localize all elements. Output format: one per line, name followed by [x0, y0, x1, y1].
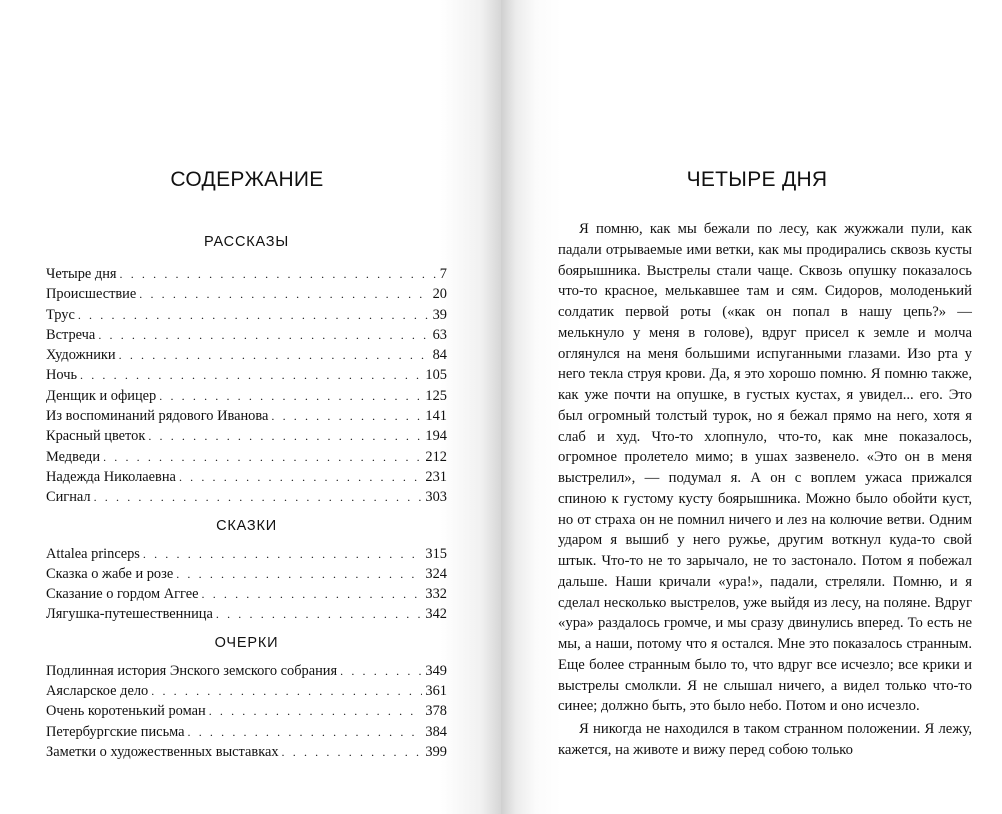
- toc-entry[interactable]: [46, 365, 447, 385]
- toc-leader-dots: [148, 426, 422, 446]
- toc-entry-title: Встреча: [46, 326, 96, 343]
- toc-entry-page: 231: [425, 468, 447, 485]
- toc-entry-page: 194: [425, 428, 447, 445]
- toc-leader-dots: [271, 406, 422, 426]
- toc-entry[interactable]: [46, 305, 447, 325]
- toc-entry-page: 378: [425, 703, 447, 720]
- toc-entry-page: 361: [425, 683, 447, 700]
- toc-leader-dots: [159, 386, 422, 406]
- toc-entry[interactable]: [46, 467, 447, 487]
- toc-leader-dots: [151, 681, 422, 701]
- toc-entry[interactable]: [46, 345, 447, 365]
- toc-entry-title: Художники: [46, 347, 116, 364]
- toc-entry[interactable]: [46, 681, 447, 701]
- toc-leader-dots: [103, 447, 422, 467]
- toc-section-heading: РАССКАЗЫ: [204, 234, 289, 250]
- toc-leader-dots: [179, 467, 422, 487]
- toc-entry[interactable]: [46, 426, 447, 446]
- toc-entry[interactable]: [46, 661, 447, 681]
- toc-entry-page: 212: [425, 448, 447, 465]
- toc-leader-dots: [340, 661, 422, 681]
- toc-leader-dots: [202, 584, 423, 604]
- toc-entry[interactable]: [46, 722, 447, 742]
- toc-leader-dots: [282, 742, 423, 762]
- toc-entry-page: 342: [425, 606, 447, 623]
- table-of-contents: [46, 230, 447, 762]
- toc-entry-title: Сказание о гордом Аггее: [46, 586, 199, 603]
- toc-entry-title: Attalea princeps: [46, 545, 140, 562]
- toc-entry-title: Надежда Николаевна: [46, 468, 176, 485]
- toc-entry-page: 303: [425, 489, 447, 506]
- toc-entry-title: Заметки о художественных выставках: [46, 743, 279, 760]
- chapter-body: [558, 219, 972, 761]
- toc-entry-page: 324: [425, 565, 447, 582]
- toc-entry-page: 125: [425, 387, 447, 404]
- toc-leader-dots: [78, 305, 430, 325]
- toc-entry-page: 63: [432, 326, 447, 343]
- toc-entry-page: 20: [432, 286, 447, 303]
- toc-entry[interactable]: [46, 284, 447, 304]
- toc-entry-title: Происшествие: [46, 286, 137, 303]
- toc-entry-title: Красный цветок: [46, 428, 146, 445]
- toc-leader-dots: [216, 604, 423, 624]
- toc-entry[interactable]: [46, 701, 447, 721]
- toc-entry-page: 384: [425, 723, 447, 740]
- chapter-paragraph: Я никогда не находился в таком странном положении. Я лежу, кажется, на животе и вижу перед собою только: [558, 721, 972, 758]
- toc-entry-title: Сигнал: [46, 489, 91, 506]
- toc-entry-page: 141: [425, 408, 447, 425]
- toc-entry-title: Денщик и офицер: [46, 387, 157, 404]
- toc-entry[interactable]: [46, 564, 447, 584]
- toc-entry-page: 349: [425, 662, 447, 679]
- toc-entry-page: 39: [432, 306, 447, 323]
- toc-entry[interactable]: [46, 742, 447, 762]
- toc-entry-title: Подлинная история Энского земского собрания: [46, 662, 338, 679]
- toc-entry-title: Ночь: [46, 367, 78, 384]
- toc-entry[interactable]: [46, 325, 447, 345]
- toc-leader-dots: [139, 284, 429, 304]
- toc-entry[interactable]: [46, 487, 447, 507]
- toc-entry-title: Четыре дня: [46, 266, 117, 282]
- toc-entry-title: Медведи: [46, 448, 101, 465]
- toc-entry[interactable]: [46, 584, 447, 604]
- toc-leader-dots: [80, 365, 422, 385]
- chapter-paragraph: Я помню, как мы бежали по лесу, как жужжали пули, как падали отрываемые ими ветки, как мы продирались сквозь кусты боярышника. Выстрелы стали чаще. Сквозь опушку показалось что-то красное, мелькавшее там и сям. Сидоров, молоденький солдатик первой роты («как он попал в нашу цепь?» — мелькнуло у меня в голове), вдруг присел к земле и молча оглянулся на меня большими испуганными глазами. Изо рта у него текла струя крови. Да, я это хорошо помню. Я помню также, как уже почти на опушке, в густых кустах, я увидел... его. Это был огромный толстый турок, но я бежал прямо на него, хотя я слаб и худ. Что-то хлопнуло, что-то, как мне показалось, огромное пролетело мимо; в ушах зазвенело. «Это он в меня выстрелил», — подумал я. А он с воплем ужаса прижался спиною к густому кусту боярышника. Можно было обойти куст, но от страха он не помнил ничего и лез на колючие ветви. Одним ударом я вышиб у него ружье, другим воткнул куда-то свой штык. Что-то не то зарычало, не то застонало. Потом я побежал дальше. Наши кричали «ура!», падали, стреляли. Помню, и я сделал несколько выстрелов, уже выйдя из лесу, на поляне. Вдруг «ура» раздалось громче, и мы сразу двинулись вперед. То есть не мы, а наши, потому что я остался. Мне это показалось странным. Еще более странным было то, что вдруг все исчезло; все крики и выстрелы смолкли. Я не слышал ничего, а видел только что-то синее; должно быть, это было небо. Потом и оно исчезло.: [558, 221, 972, 715]
- toc-entry-title: Из воспоминаний рядового Иванова: [46, 408, 269, 425]
- toc-leader-dots: [120, 264, 437, 284]
- toc-leader-dots: [143, 544, 423, 564]
- toc-leader-dots: [94, 487, 423, 507]
- toc-title: СОДЕРЖАНИЕ: [170, 168, 324, 191]
- toc-entry[interactable]: [46, 447, 447, 467]
- chapter-title: ЧЕТЫРЕ ДНЯ: [686, 168, 828, 191]
- toc-entry-page: 332: [425, 586, 447, 603]
- toc-entry-page: 84: [432, 347, 447, 364]
- toc-entry-page: 315: [425, 545, 447, 562]
- toc-entry-page: 105: [425, 367, 447, 384]
- toc-leader-dots: [98, 325, 429, 345]
- toc-entry[interactable]: [46, 264, 447, 284]
- toc-section-heading: СКАЗКИ: [216, 517, 277, 534]
- toc-leader-dots: [209, 701, 423, 721]
- toc-entry-title: Трус: [46, 306, 75, 323]
- toc-entry-page: 399: [425, 743, 447, 760]
- right-page: [501, 0, 1002, 814]
- toc-leader-dots: [119, 345, 430, 365]
- toc-entry-title: Петербургские письма: [46, 723, 185, 740]
- toc-entry[interactable]: [46, 386, 447, 406]
- toc-entry-page: 7: [439, 266, 447, 282]
- toc-entry-title: Очень коротенький роман: [46, 703, 206, 720]
- toc-entry-title: Аясларское дело: [46, 683, 149, 700]
- toc-section-heading: ОЧЕРКИ: [214, 634, 279, 651]
- toc-entry[interactable]: [46, 604, 447, 624]
- toc-leader-dots: [176, 564, 422, 584]
- toc-leader-dots: [188, 722, 423, 742]
- toc-entry-title: Лягушка-путешественница: [46, 606, 213, 623]
- toc-entry-title: Сказка о жабе и розе: [46, 565, 174, 582]
- toc-entry[interactable]: [46, 406, 447, 426]
- toc-entry[interactable]: [46, 544, 447, 564]
